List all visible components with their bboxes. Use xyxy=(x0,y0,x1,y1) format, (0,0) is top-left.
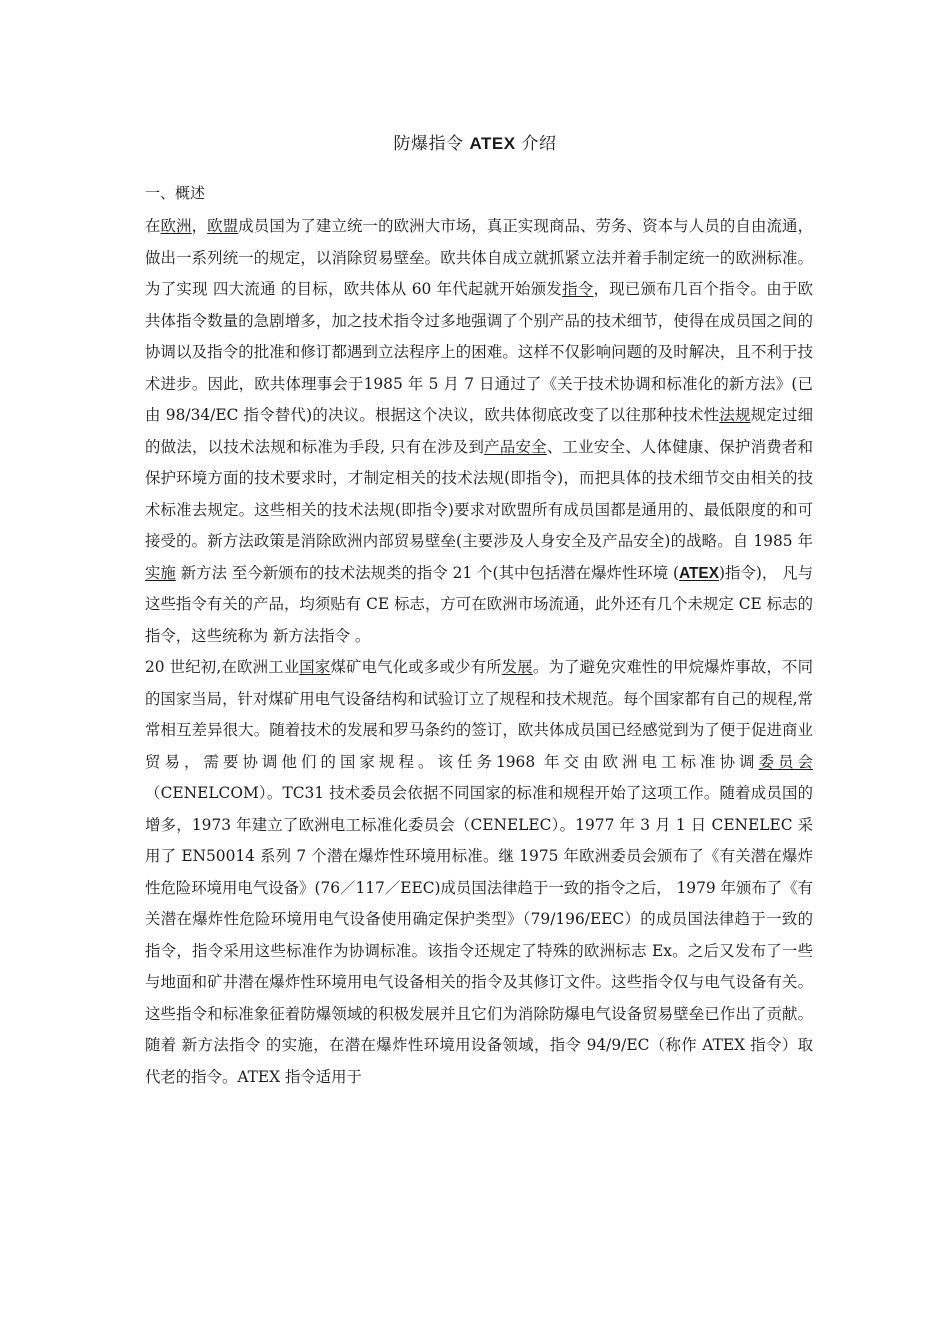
link-implementation[interactable]: 实施 xyxy=(145,563,176,582)
paragraph-1 xyxy=(145,211,813,652)
title-text-pre: 防爆指令 xyxy=(393,134,464,154)
text-run: 成员国为了建立统一的欧洲大市场，真正实现商品、劳务、资本与人员的自由流通，做出一系列统一的规定，以消除贸易壁垒。欧共体自成立就抓紧立法并着手制定统一的欧洲标准。为了实现 四大流通 的目标，欧共体从 60 年代起就开始颁发 xyxy=(145,217,813,298)
text-run: 在 xyxy=(145,217,161,235)
link-directive[interactable]: 指令 xyxy=(562,280,594,298)
link-product-safety[interactable]: 产品安全 xyxy=(484,437,547,456)
link-committee[interactable]: 委员会 xyxy=(758,752,813,771)
paragraph-2 xyxy=(145,652,813,1093)
document-title xyxy=(0,131,950,157)
section-heading-overview: 一、概述 xyxy=(145,184,206,202)
text-run: ，现已颁布几百个指令。由于欧共体指令数量的急剧增多，加之技术指令过多地强调了个别产品的技术细节，使得在成员国之间的协调以及指令的批准和修订都遇到立法程序上的困难。这样不仅影响问题的及时解决，且不利于技术进步。因此，欧共体理事会于1985 年 5 月 7 日通过了《关于技术协调和标准化的新方法》(已由 98/34/EC 指令替代)的决议。根据这个决议，欧共体彻底改变了以往那种技术性 xyxy=(145,280,813,424)
text-run: )指令)， 凡与这些指令有关的产品，均须贴有 CE 标志，方可在欧洲市场流通，此外还有几个未规定 CE 标志的指令，这些统称为 新方法指令 。 xyxy=(145,563,813,645)
document-body xyxy=(145,211,813,1093)
text-run: 规定过细的做法，以技术法规和标准为手段, 只有在涉及到 xyxy=(145,406,813,456)
text-run: （CENELCOM）。TC31 技术委员会依据不同国家的标准和规程开始了这项工作。随着成员国的增多，1973 年建立了欧洲电工标准化委员会（CENELEC）。1977 年 3 月 1 日 CENELEC 采用了 EN50014 系列 7 个潜在爆炸性环境用标准。继 1975 年欧洲委员会颁布了《有关潜在爆炸性危险环境用电气设备》(76／117／EEC)成员国法律趋于一致的指令之后， 1979 年颁布了《有关潜在爆炸性危险环境用电气设备使用确定保护类型》（79/196/EEC）的成员国法律趋于一致的指令，指令采用这些标准作为协调标准。该指令还规定了特殊的欧洲标志 Ex。之后又发布了一些与地面和矿井潜在爆炸性环境用电气设备相关的指令及其修订文件。这些指令仅与电气设备有关。这些指令和标准象征着防爆领域的积极发展并且它们为消除防爆电气设备贸易壁垒已作出了贡献。随着 新方法指令 的实施，在潜在爆炸性环境用设备领域，指令 94/9/EC（称作 ATEX 指令）取代老的指令。ATEX 指令适用于 xyxy=(145,784,813,1086)
link-atex[interactable]: ATEX xyxy=(679,564,719,582)
link-regulation[interactable]: 法规 xyxy=(719,406,751,424)
title-text-atex: ATEX xyxy=(469,134,516,153)
text-run: 煤矿电气化或多或少有所 xyxy=(330,658,502,676)
text-run: 。为了避免灾难性的甲烷爆炸事故，不同的国家当局，针对煤矿用电气设备结构和试验订立了规程和技术规范。每个国家都有自己的规程,常常相互差异很大。随着技术的发展和罗马条约的签订，欧共体成员国已经感觉到为了便于促进商业贸易，需要协调他们的国家规程。该任务1968 年交由欧洲电工标准协调 xyxy=(145,658,813,771)
link-country[interactable]: 国家 xyxy=(299,658,331,676)
text-run: 新方法 至今新颁布的技术法规类的指令 21 个(其中包括潜在爆炸性环境 ( xyxy=(175,563,680,582)
link-development[interactable]: 发展 xyxy=(501,658,533,676)
link-europe[interactable]: 欧洲 xyxy=(160,217,192,235)
link-eu[interactable]: 欧盟 xyxy=(207,217,239,235)
text-run: 20 世纪初,在欧洲工业 xyxy=(145,658,300,676)
title-text-post: 介绍 xyxy=(521,134,557,154)
text-run: ， xyxy=(191,217,208,235)
text-run: 、工业安全、人体健康、保护消费者和保护环境方面的技术要求时，才制定相关的技术法规(即指令)，而把具体的技术细节交由相关的技术标准去规定。这些相关的技术法规(即指令)要求对欧盟所有成员国都是通用的、最低限度的和可接受的。新方法政策是消除欧洲内部贸易壁垒(主要涉及人身安全及产品安全)的战略。自 1985 年 xyxy=(145,437,813,550)
